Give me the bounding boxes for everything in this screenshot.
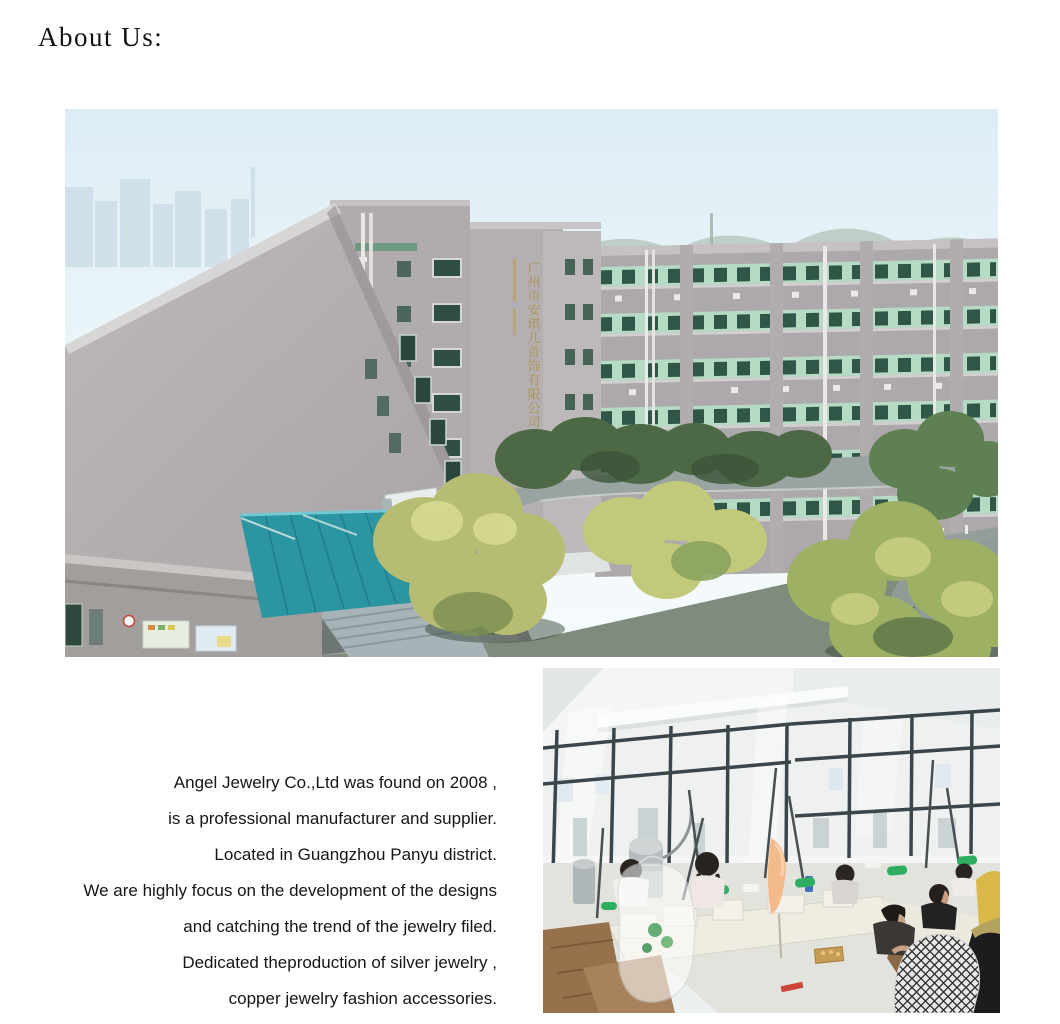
company-description-line: and catching the trend of the jewelry filed. <box>183 917 497 936</box>
factory-photo <box>65 109 998 657</box>
company-description-line: copper jewelry fashion accessories. <box>228 989 497 1008</box>
workshop-photo <box>543 668 1000 1013</box>
factory-photo-graphic <box>65 109 998 657</box>
company-description-line: Located in Guangzhou Panyu district. <box>214 845 497 864</box>
company-description <box>40 765 497 1017</box>
company-description-line: is a professional manufacturer and supplier. <box>168 809 497 828</box>
company-description-line: We are highly focus on the development of the designs <box>83 881 497 900</box>
workshop-photo-graphic <box>543 668 1000 1013</box>
wall-posters <box>143 621 236 651</box>
company-description-line: Angel Jewelry Co.,Ltd was found on 2008 , <box>173 773 497 792</box>
section-heading: About Us: <box>38 22 164 52</box>
building-sign-text: 广州市安琪儿首饰有限公司 <box>525 261 541 429</box>
company-description-line: Dedicated theproduction of silver jewelry , <box>182 953 497 972</box>
round-sign <box>124 616 135 627</box>
